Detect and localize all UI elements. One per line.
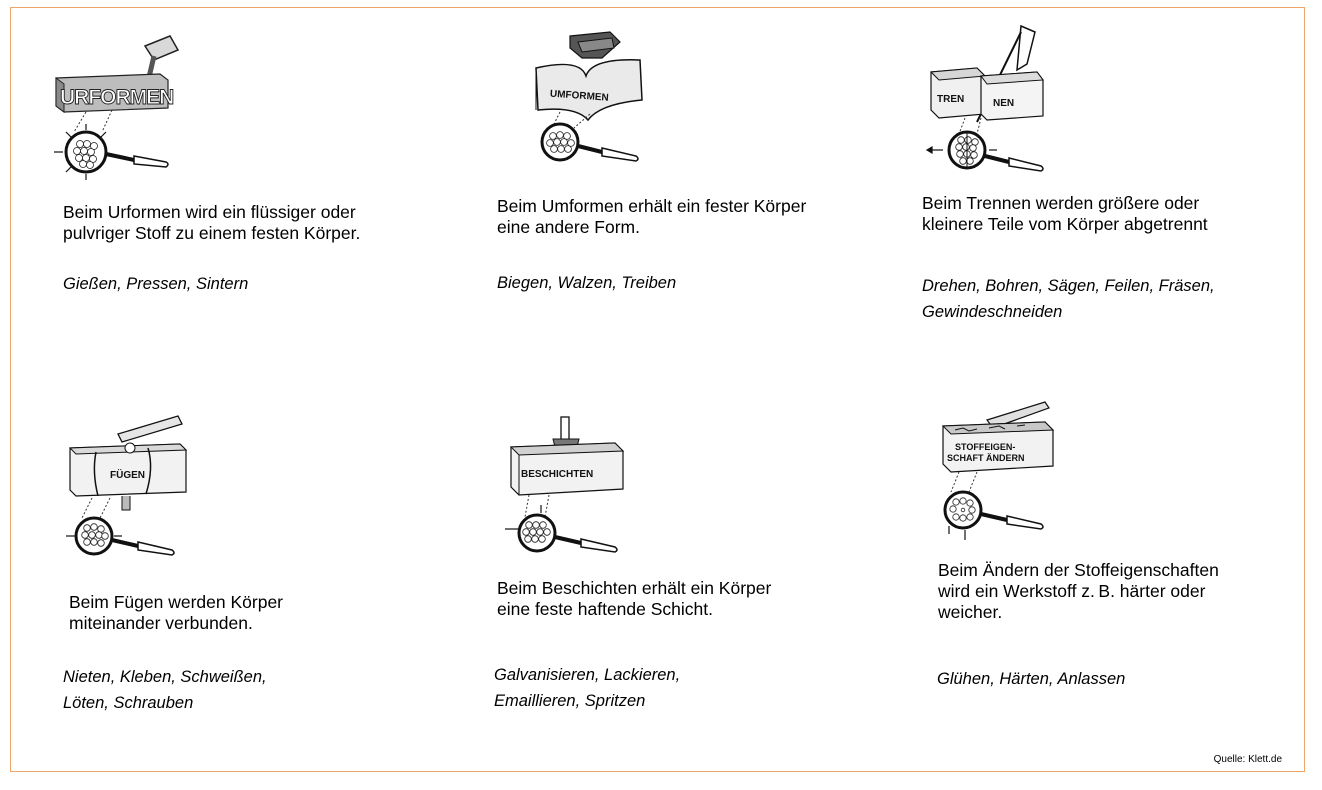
beschichten-examples: Galvanisieren, Lackieren, Emaillieren, Spritzen (494, 666, 681, 710)
stoffeigenschaft-label-2: SCHAFT ÄNDERN (947, 453, 1025, 463)
umformen-illustration (530, 28, 660, 178)
fuegen-label: FÜGEN (110, 470, 145, 481)
urformen-illustration (50, 28, 190, 178)
stoffeigenschaft-examples: Glühen, Härten, Anlassen (937, 670, 1126, 688)
beschichten-label: BESCHICHTEN (521, 469, 594, 480)
trennen-illustration (925, 22, 1055, 182)
trennen-label-left: TREN (937, 94, 965, 105)
urformen-examples: Gießen, Pressen, Sintern (63, 275, 249, 293)
stoffeigenschaft-description: Beim Ändern der Stoffeigenschaften wird ein Werkstoff z. B. härter oder weicher. (938, 560, 1219, 622)
stoffeigenschaft-illustration (925, 400, 1065, 550)
beschichten-illustration (495, 415, 635, 565)
stoffeigenschaft-label-1: STOFFEIGEN- (955, 442, 1016, 452)
beschichten-description: Beim Beschichten erhält ein Körper eine feste haftende Schicht. (497, 578, 772, 619)
fuegen-examples: Nieten, Kleben, Schweißen, Löten, Schrauben (63, 668, 267, 712)
source-credit: Quelle: Klett.de (1213, 754, 1282, 765)
urformen-description: Beim Urformen wird ein flüssiger oder pulvriger Stoff zu einem festen Körper. (63, 202, 361, 243)
umformen-label: UMFORMEN (549, 88, 610, 104)
umformen-description: Beim Umformen erhält ein fester Körper eine andere Form. (497, 196, 807, 237)
trennen-description: Beim Trennen werden größere oder kleinere Teile vom Körper abgetrennt (922, 193, 1208, 234)
trennen-label-right: NEN (993, 98, 1015, 109)
urformen-label: URFORMEN (60, 86, 174, 109)
fuegen-illustration (58, 412, 188, 572)
fuegen-description: Beim Fügen werden Körper miteinander verbunden. (69, 592, 283, 633)
umformen-examples: Biegen, Walzen, Treiben (497, 274, 677, 292)
trennen-examples: Drehen, Bohren, Sägen, Feilen, Fräsen, Gewindeschneiden (922, 277, 1215, 321)
